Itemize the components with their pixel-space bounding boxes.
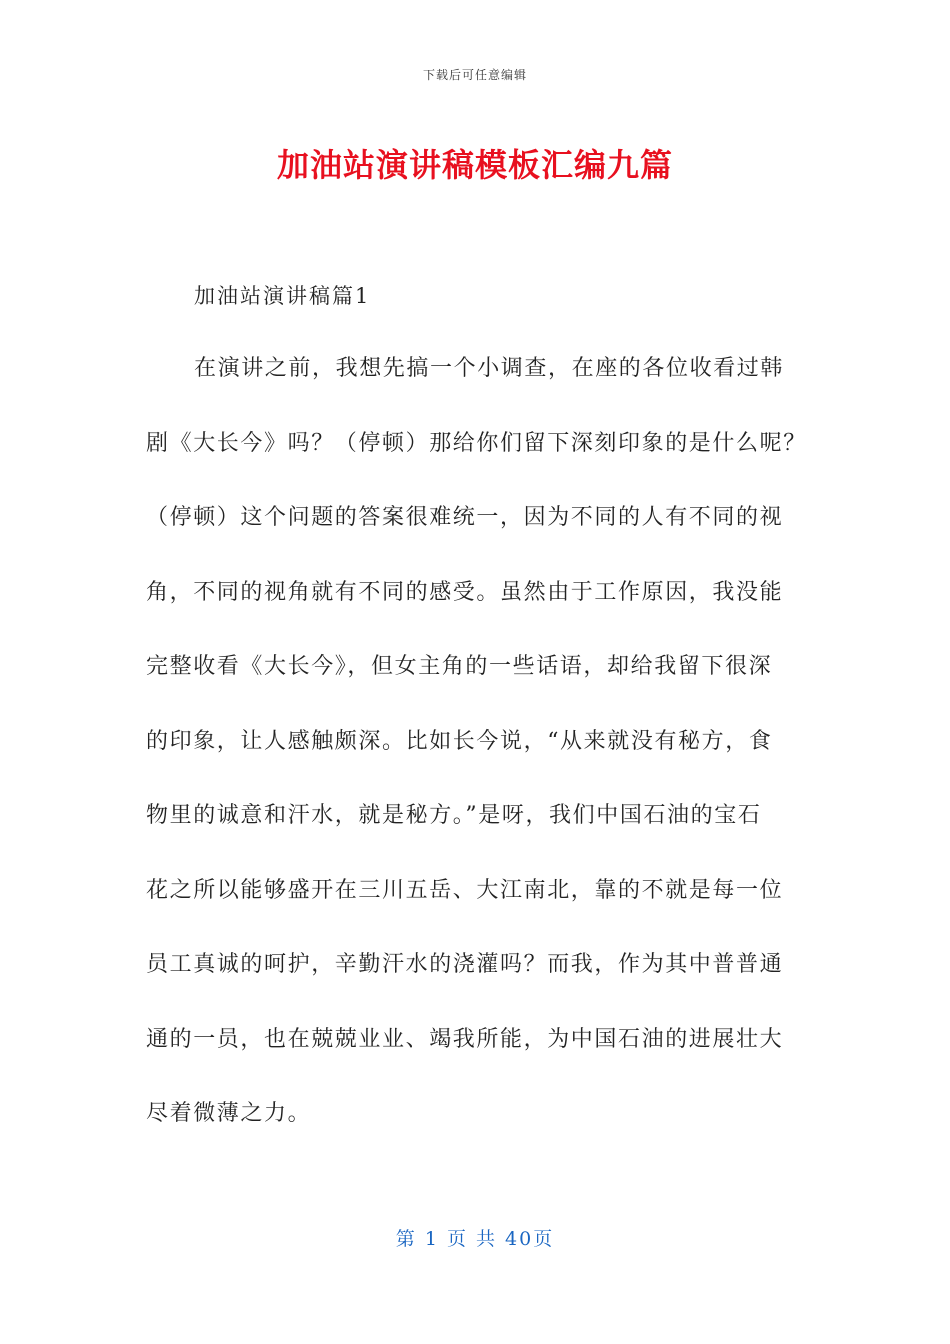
header-note: 下载后可任意编辑 [422,68,527,82]
body-line: 的印象，让人感触颇深。比如长今说，“从来就没有秘方，食 [146,728,773,754]
page-number-footer: 第 1 页 共 40页 [395,1228,555,1250]
body-line: 在演讲之前，我想先搞一个小调查，在座的各位收看过韩 [194,356,785,381]
body-line: 物里的诚意和汗水，就是秘方。”是呀，我们中国石油的宝石 [146,803,762,828]
body-line: 尽着微薄之力。 [146,1101,312,1126]
document-title: 加油站演讲稿模板汇编九篇 [276,146,673,184]
body-paragraph [146,350,806,1170]
section-heading: 加油站演讲稿篇1 [194,284,371,308]
body-line: 角，不同的视角就有不同的感受。虽然由于工作原因，我没能 [146,579,784,605]
body-line: 剧《大长今》吗？（停顿）那给你们留下深刻印象的是什么呢？ [146,430,807,456]
body-line: 员工真诚的呵护，辛勤汗水的浇灌吗？而我，作为其中普普通 [146,952,784,977]
body-line: 完整收看《大长今》，但女主角的一些话语，却给我留下很深 [146,654,773,679]
body-line: 通的一员，也在兢兢业业、竭我所能，为中国石油的进展壮大 [146,1026,784,1052]
body-line: 花之所以能够盛开在三川五岳、大江南北，靠的不就是每一位 [146,877,784,903]
body-line: （停顿）这个问题的答案很难统一，因为不同的人有不同的视 [146,505,784,530]
